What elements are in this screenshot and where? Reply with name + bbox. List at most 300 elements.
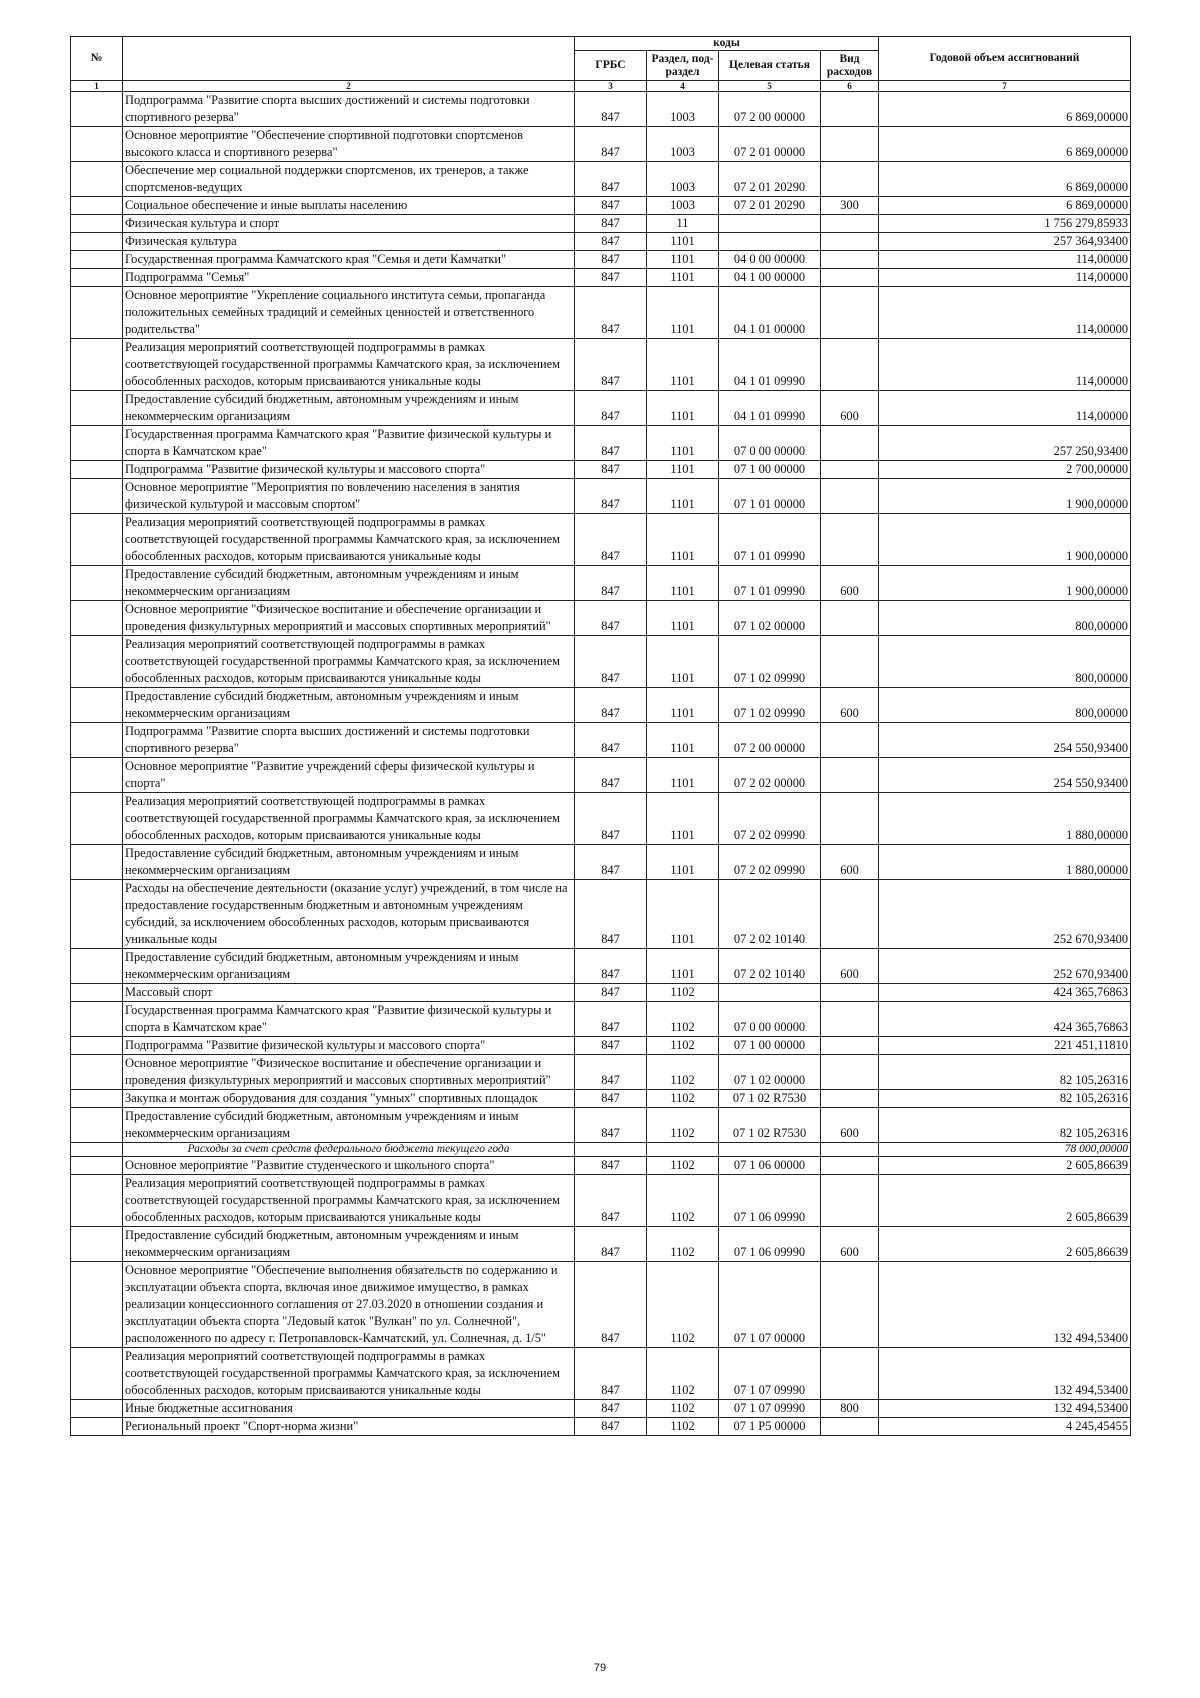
row-kind-cell (821, 162, 879, 197)
row-number-cell (71, 339, 123, 391)
row-grbs-cell: 847 (575, 162, 647, 197)
row-grbs-cell: 847 (575, 949, 647, 984)
row-amount-cell: 1 900,00000 (879, 479, 1131, 514)
row-number-cell (71, 880, 123, 949)
row-kind-cell (821, 1143, 879, 1157)
row-number-cell (71, 233, 123, 251)
row-kind-cell: 600 (821, 845, 879, 880)
row-amount-cell: 424 365,76863 (879, 1002, 1131, 1037)
table-row (71, 197, 1131, 215)
row-number-cell (71, 1143, 123, 1157)
row-section-cell: 11 (647, 215, 719, 233)
row-name-cell: Основное мероприятие "Развитие студенческого и школьного спорта" (123, 1157, 575, 1175)
table-row (71, 1108, 1131, 1143)
table-row (71, 636, 1131, 688)
row-grbs-cell: 847 (575, 1400, 647, 1418)
row-kind-cell (821, 251, 879, 269)
row-amount-cell: 82 105,26316 (879, 1090, 1131, 1108)
row-grbs-cell: 847 (575, 1418, 647, 1436)
row-section-cell: 1102 (647, 1348, 719, 1400)
row-amount-cell: 254 550,93400 (879, 758, 1131, 793)
row-target-cell (719, 215, 821, 233)
row-amount-cell: 424 365,76863 (879, 984, 1131, 1002)
header-number: № (71, 37, 123, 81)
row-grbs-cell: 847 (575, 845, 647, 880)
row-name-cell: Реализация мероприятий соответствующей подпрограммы в рамках соответствующей государственной программы Камчатского края, за исключением обособленных расходов, которым присваиваются уникальные коды (123, 1175, 575, 1227)
row-kind-cell (821, 880, 879, 949)
row-section-cell: 1003 (647, 92, 719, 127)
row-number-cell (71, 514, 123, 566)
row-target-cell: 04 1 00 00000 (719, 269, 821, 287)
row-grbs-cell: 847 (575, 793, 647, 845)
row-name-cell: Реализация мероприятий соответствующей подпрограммы в рамках соответствующей государственной программы Камчатского края, за исключением обособленных расходов, которым присваиваются уникальные коды (123, 1348, 575, 1400)
row-name-cell: Государственная программа Камчатского края "Развитие физической культуры и спорта в Камчатском крае" (123, 426, 575, 461)
row-name-cell: Основное мероприятие "Укрепление социального института семьи, пропаганда положительных семейных традиций и семейных ценностей и ответственного родительства" (123, 287, 575, 339)
row-kind-cell (821, 127, 879, 162)
row-kind-cell (821, 269, 879, 287)
row-section-cell: 1102 (647, 1002, 719, 1037)
table-row (71, 479, 1131, 514)
row-kind-cell: 800 (821, 1400, 879, 1418)
row-section-cell: 1102 (647, 984, 719, 1002)
row-name-cell: Основное мероприятие "Физическое воспитание и обеспечение организации и проведения физкультурных мероприятий и массовых спортивных мероприятий" (123, 1055, 575, 1090)
row-number-cell (71, 391, 123, 426)
row-section-cell: 1101 (647, 845, 719, 880)
table-row (71, 426, 1131, 461)
table-row (71, 1090, 1131, 1108)
row-name-cell: Предоставление субсидий бюджетным, автономным учреждениям и иным некоммерческим организациям (123, 391, 575, 426)
row-section-cell: 1102 (647, 1055, 719, 1090)
row-section-cell: 1101 (647, 479, 719, 514)
row-kind-cell (821, 636, 879, 688)
row-kind-cell: 600 (821, 688, 879, 723)
row-target-cell: 07 1 07 09990 (719, 1348, 821, 1400)
row-section-cell: 1102 (647, 1090, 719, 1108)
row-target-cell: 07 2 02 10140 (719, 949, 821, 984)
row-amount-cell: 132 494,53400 (879, 1262, 1131, 1348)
row-amount-cell: 257 364,93400 (879, 233, 1131, 251)
row-amount-cell: 114,00000 (879, 269, 1131, 287)
row-amount-cell: 82 105,26316 (879, 1055, 1131, 1090)
row-number-cell (71, 269, 123, 287)
row-name-cell: Расходы за счет средств федерального бюджета текущего года (123, 1143, 575, 1157)
row-amount-cell: 114,00000 (879, 339, 1131, 391)
row-section-cell: 1003 (647, 127, 719, 162)
row-target-cell: 04 0 00 00000 (719, 251, 821, 269)
row-number-cell (71, 1348, 123, 1400)
row-target-cell: 07 1 P5 00000 (719, 1418, 821, 1436)
header-index-6: 6 (821, 81, 879, 92)
header-kind: Вид расходов (821, 51, 879, 81)
row-number-cell (71, 723, 123, 758)
row-number-cell (71, 251, 123, 269)
row-grbs-cell: 847 (575, 1090, 647, 1108)
table-row (71, 127, 1131, 162)
row-number-cell (71, 162, 123, 197)
row-number-cell (71, 793, 123, 845)
header-grbs: ГРБС (575, 51, 647, 81)
table-row (71, 1175, 1131, 1227)
header-section: Раздел, под-раздел (647, 51, 719, 81)
row-number-cell (71, 688, 123, 723)
row-grbs-cell: 847 (575, 287, 647, 339)
row-name-cell: Основное мероприятие "Обеспечение спортивной подготовки спортсменов высокого класса и спортивного резерва" (123, 127, 575, 162)
row-section-cell: 1003 (647, 197, 719, 215)
row-number-cell (71, 1400, 123, 1418)
header-index-3: 3 (575, 81, 647, 92)
row-target-cell: 07 2 00 00000 (719, 723, 821, 758)
row-target-cell: 07 1 00 00000 (719, 1037, 821, 1055)
row-name-cell: Физическая культура и спорт (123, 215, 575, 233)
row-number-cell (71, 287, 123, 339)
row-name-cell: Основное мероприятие "Развитие учреждений сферы физической культуры и спорта" (123, 758, 575, 793)
row-kind-cell (821, 1055, 879, 1090)
row-target-cell: 04 1 01 09990 (719, 391, 821, 426)
row-grbs-cell: 847 (575, 1348, 647, 1400)
row-number-cell (71, 1108, 123, 1143)
row-section-cell (647, 1143, 719, 1157)
row-name-cell: Подпрограмма "Развитие физической культуры и массового спорта" (123, 1037, 575, 1055)
header-index-5: 5 (719, 81, 821, 92)
row-grbs-cell: 847 (575, 1157, 647, 1175)
row-name-cell: Физическая культура (123, 233, 575, 251)
row-target-cell: 07 2 01 00000 (719, 127, 821, 162)
row-name-cell: Предоставление субсидий бюджетным, автономным учреждениям и иным некоммерческим организациям (123, 949, 575, 984)
row-kind-cell: 600 (821, 949, 879, 984)
table-row (71, 1055, 1131, 1090)
row-grbs-cell: 847 (575, 197, 647, 215)
row-section-cell: 1101 (647, 269, 719, 287)
row-number-cell (71, 758, 123, 793)
row-grbs-cell (575, 1143, 647, 1157)
row-grbs-cell: 847 (575, 880, 647, 949)
row-number-cell (71, 566, 123, 601)
row-kind-cell: 600 (821, 391, 879, 426)
row-name-cell: Региональный проект "Спорт-норма жизни" (123, 1418, 575, 1436)
table-row (71, 233, 1131, 251)
row-target-cell: 07 1 02 09990 (719, 688, 821, 723)
row-kind-cell (821, 793, 879, 845)
row-amount-cell: 252 670,93400 (879, 880, 1131, 949)
row-target-cell: 07 0 00 00000 (719, 1002, 821, 1037)
page-number: 79 (593, 1662, 607, 1674)
table-row (71, 1418, 1131, 1436)
row-section-cell: 1102 (647, 1400, 719, 1418)
row-section-cell: 1101 (647, 688, 719, 723)
row-amount-cell: 800,00000 (879, 688, 1131, 723)
row-section-cell: 1003 (647, 162, 719, 197)
row-kind-cell (821, 723, 879, 758)
row-kind-cell: 600 (821, 566, 879, 601)
row-amount-cell: 1 880,00000 (879, 793, 1131, 845)
row-number-cell (71, 127, 123, 162)
row-amount-cell: 2 605,86639 (879, 1227, 1131, 1262)
row-target-cell: 07 1 06 09990 (719, 1227, 821, 1262)
row-grbs-cell: 847 (575, 758, 647, 793)
row-amount-cell: 1 756 279,85933 (879, 215, 1131, 233)
row-amount-cell: 257 250,93400 (879, 426, 1131, 461)
table-row (71, 514, 1131, 566)
row-name-cell: Расходы на обеспечение деятельности (оказание услуг) учреждений, в том числе на предоставление государственным бюджетным и автономным учреждениям субсидий, за исключением обособленных расходов, которым присваиваются уникальные коды (123, 880, 575, 949)
table-row (71, 1227, 1131, 1262)
row-target-cell: 07 0 00 00000 (719, 426, 821, 461)
row-target-cell: 07 2 02 10140 (719, 880, 821, 949)
table-row (71, 793, 1131, 845)
row-target-cell (719, 233, 821, 251)
row-amount-cell: 2 605,86639 (879, 1157, 1131, 1175)
row-target-cell: 07 1 02 09990 (719, 636, 821, 688)
row-kind-cell (821, 287, 879, 339)
row-kind-cell: 600 (821, 1227, 879, 1262)
row-number-cell (71, 92, 123, 127)
row-amount-cell: 800,00000 (879, 601, 1131, 636)
header-codes: коды (575, 37, 879, 51)
row-section-cell: 1101 (647, 514, 719, 566)
table-row (71, 601, 1131, 636)
row-amount-cell: 132 494,53400 (879, 1400, 1131, 1418)
row-section-cell: 1101 (647, 287, 719, 339)
table-row (71, 949, 1131, 984)
table-row (71, 1157, 1131, 1175)
row-number-cell (71, 1418, 123, 1436)
row-name-cell: Массовый спорт (123, 984, 575, 1002)
table-row (71, 1262, 1131, 1348)
row-number-cell (71, 1002, 123, 1037)
row-target-cell: 04 1 01 09990 (719, 339, 821, 391)
table-row (71, 566, 1131, 601)
table-row (71, 723, 1131, 758)
table-row (71, 1348, 1131, 1400)
row-grbs-cell: 847 (575, 566, 647, 601)
row-section-cell: 1101 (647, 880, 719, 949)
header-index-1: 1 (71, 81, 123, 92)
table-row (71, 287, 1131, 339)
row-grbs-cell: 847 (575, 1262, 647, 1348)
row-name-cell: Предоставление субсидий бюджетным, автономным учреждениям и иным некоммерческим организациям (123, 688, 575, 723)
row-number-cell (71, 1227, 123, 1262)
row-section-cell: 1101 (647, 251, 719, 269)
table-row (71, 269, 1131, 287)
row-name-cell: Обеспечение мер социальной поддержки спортсменов, их тренеров, а также спортсменов-ведущих (123, 162, 575, 197)
row-name-cell: Предоставление субсидий бюджетным, автономным учреждениям и иным некоммерческим организациям (123, 566, 575, 601)
table-body (71, 92, 1131, 1436)
row-section-cell: 1101 (647, 339, 719, 391)
header-amount: Годовой объем ассигнований (879, 37, 1131, 81)
table-row (71, 162, 1131, 197)
row-kind-cell (821, 461, 879, 479)
row-section-cell: 1102 (647, 1037, 719, 1055)
row-grbs-cell: 847 (575, 1108, 647, 1143)
row-section-cell: 1101 (647, 949, 719, 984)
row-kind-cell (821, 215, 879, 233)
row-kind-cell (821, 1037, 879, 1055)
row-name-cell: Основное мероприятие "Физическое воспитание и обеспечение организации и проведения физкультурных мероприятий и массовых спортивных мероприятий" (123, 601, 575, 636)
row-amount-cell: 1 900,00000 (879, 566, 1131, 601)
row-number-cell (71, 1157, 123, 1175)
row-target-cell: 07 2 02 09990 (719, 845, 821, 880)
row-kind-cell (821, 479, 879, 514)
row-amount-cell: 6 869,00000 (879, 127, 1131, 162)
row-name-cell: Закупка и монтаж оборудования для создания "умных" спортивных площадок (123, 1090, 575, 1108)
row-amount-cell: 2 700,00000 (879, 461, 1131, 479)
row-number-cell (71, 215, 123, 233)
row-section-cell: 1101 (647, 426, 719, 461)
row-grbs-cell: 847 (575, 251, 647, 269)
row-section-cell: 1101 (647, 723, 719, 758)
row-number-cell (71, 1262, 123, 1348)
row-amount-cell: 4 245,45455 (879, 1418, 1131, 1436)
row-target-cell: 07 2 02 09990 (719, 793, 821, 845)
row-kind-cell (821, 601, 879, 636)
budget-table (70, 36, 1131, 1436)
row-grbs-cell: 847 (575, 233, 647, 251)
row-kind-cell (821, 984, 879, 1002)
row-grbs-cell: 847 (575, 1002, 647, 1037)
row-kind-cell: 600 (821, 1108, 879, 1143)
row-kind-cell (821, 1348, 879, 1400)
row-grbs-cell: 847 (575, 461, 647, 479)
row-amount-cell: 1 900,00000 (879, 514, 1131, 566)
row-kind-cell (821, 1262, 879, 1348)
row-grbs-cell: 847 (575, 127, 647, 162)
row-number-cell (71, 1037, 123, 1055)
row-name-cell: Государственная программа Камчатского края "Семья и дети Камчатки" (123, 251, 575, 269)
table-row (71, 758, 1131, 793)
row-target-cell: 04 1 01 00000 (719, 287, 821, 339)
row-section-cell: 1102 (647, 1227, 719, 1262)
table-row (71, 984, 1131, 1002)
row-name-cell: Реализация мероприятий соответствующей подпрограммы в рамках соответствующей государственной программы Камчатского края, за исключением обособленных расходов, которым присваиваются уникальные коды (123, 793, 575, 845)
row-number-cell (71, 479, 123, 514)
row-name-cell: Предоставление субсидий бюджетным, автономным учреждениям и иным некоммерческим организациям (123, 1108, 575, 1143)
row-grbs-cell: 847 (575, 723, 647, 758)
row-amount-cell: 252 670,93400 (879, 949, 1131, 984)
row-number-cell (71, 197, 123, 215)
row-kind-cell (821, 339, 879, 391)
row-section-cell: 1102 (647, 1418, 719, 1436)
row-number-cell (71, 461, 123, 479)
row-grbs-cell: 847 (575, 426, 647, 461)
table-row (71, 688, 1131, 723)
table-row (71, 391, 1131, 426)
row-grbs-cell: 847 (575, 601, 647, 636)
row-target-cell: 07 1 06 00000 (719, 1157, 821, 1175)
row-section-cell: 1102 (647, 1262, 719, 1348)
row-amount-cell: 2 605,86639 (879, 1175, 1131, 1227)
row-amount-cell: 78 000,00000 (879, 1143, 1131, 1157)
row-section-cell: 1101 (647, 461, 719, 479)
row-grbs-cell: 847 (575, 688, 647, 723)
row-name-cell: Предоставление субсидий бюджетным, автономным учреждениям и иным некоммерческим организациям (123, 1227, 575, 1262)
row-number-cell (71, 1175, 123, 1227)
row-amount-cell: 221 451,11810 (879, 1037, 1131, 1055)
row-section-cell: 1102 (647, 1108, 719, 1143)
row-target-cell: 07 1 01 00000 (719, 479, 821, 514)
row-name-cell: Реализация мероприятий соответствующей подпрограммы в рамках соответствующей государственной программы Камчатского края, за исключением обособленных расходов, которым присваиваются уникальные коды (123, 514, 575, 566)
row-name-cell: Основное мероприятие "Мероприятия по вовлечению населения в занятия физической культурой и массовым спортом" (123, 479, 575, 514)
header-index-7: 7 (879, 81, 1131, 92)
row-name-cell: Подпрограмма "Развитие спорта высших достижений и системы подготовки спортивного резерва" (123, 92, 575, 127)
row-name-cell: Предоставление субсидий бюджетным, автономным учреждениям и иным некоммерческим организациям (123, 845, 575, 880)
row-grbs-cell: 847 (575, 269, 647, 287)
row-target-cell (719, 1143, 821, 1157)
row-name-cell: Социальное обеспечение и иные выплаты населению (123, 197, 575, 215)
row-kind-cell (821, 514, 879, 566)
row-target-cell: 07 1 06 09990 (719, 1175, 821, 1227)
row-amount-cell: 6 869,00000 (879, 197, 1131, 215)
row-kind-cell (821, 758, 879, 793)
row-name-cell: Государственная программа Камчатского края "Развитие физической культуры и спорта в Камчатском крае" (123, 1002, 575, 1037)
row-target-cell: 07 1 01 09990 (719, 566, 821, 601)
row-section-cell: 1102 (647, 1175, 719, 1227)
table-row (71, 845, 1131, 880)
row-amount-cell: 114,00000 (879, 391, 1131, 426)
row-grbs-cell: 847 (575, 479, 647, 514)
row-amount-cell: 82 105,26316 (879, 1108, 1131, 1143)
row-target-cell: 07 1 07 09990 (719, 1400, 821, 1418)
row-target-cell: 07 1 07 00000 (719, 1262, 821, 1348)
row-grbs-cell: 847 (575, 1037, 647, 1055)
row-section-cell: 1101 (647, 233, 719, 251)
row-amount-cell: 1 880,00000 (879, 845, 1131, 880)
row-number-cell (71, 636, 123, 688)
header-target: Целевая статья (719, 51, 821, 81)
row-name-cell: Подпрограмма "Развитие физической культуры и массового спорта" (123, 461, 575, 479)
row-number-cell (71, 1055, 123, 1090)
row-section-cell: 1101 (647, 601, 719, 636)
row-kind-cell (821, 1090, 879, 1108)
table-row (71, 880, 1131, 949)
row-name-cell: Иные бюджетные ассигнования (123, 1400, 575, 1418)
row-kind-cell (821, 92, 879, 127)
row-amount-cell: 114,00000 (879, 287, 1131, 339)
row-number-cell (71, 426, 123, 461)
header-index-4: 4 (647, 81, 719, 92)
row-number-cell (71, 1090, 123, 1108)
row-number-cell (71, 984, 123, 1002)
row-target-cell: 07 1 02 00000 (719, 601, 821, 636)
row-name-cell: Основное мероприятие "Обеспечение выполнения обязательств по содержанию и эксплуатации объекта спорта, включая иное движимое имущество, в рамках реализации концессионного соглашения от 27.03.2020 в отношении создания и эксплуатации объекта спорта "Ледовый каток "Вулкан" по ул. Солнечной", расположенного по адресу г. Петропавловск-Камчатский, ул. Солнечная, д. 1/5" (123, 1262, 575, 1348)
row-kind-cell (821, 426, 879, 461)
table-row (71, 339, 1131, 391)
row-kind-cell (821, 1418, 879, 1436)
row-target-cell: 07 1 00 00000 (719, 461, 821, 479)
row-amount-cell: 132 494,53400 (879, 1348, 1131, 1400)
row-target-cell: 07 1 02 00000 (719, 1055, 821, 1090)
row-grbs-cell: 847 (575, 1175, 647, 1227)
row-number-cell (71, 601, 123, 636)
row-target-cell: 07 2 00 00000 (719, 92, 821, 127)
row-kind-cell (821, 1175, 879, 1227)
row-target-cell: 07 1 01 09990 (719, 514, 821, 566)
header-name (123, 37, 575, 81)
row-target-cell: 07 1 02 R7530 (719, 1090, 821, 1108)
row-target-cell (719, 984, 821, 1002)
row-grbs-cell: 847 (575, 1055, 647, 1090)
row-section-cell: 1101 (647, 391, 719, 426)
row-name-cell: Реализация мероприятий соответствующей подпрограммы в рамках соответствующей государственной программы Камчатского края, за исключением обособленных расходов, которым присваиваются уникальные коды (123, 636, 575, 688)
row-grbs-cell: 847 (575, 984, 647, 1002)
table-row (71, 92, 1131, 127)
row-amount-cell: 6 869,00000 (879, 162, 1131, 197)
row-kind-cell (821, 1002, 879, 1037)
table-row (71, 215, 1131, 233)
header-index-2: 2 (123, 81, 575, 92)
row-name-cell: Подпрограмма "Семья" (123, 269, 575, 287)
row-name-cell: Подпрограмма "Развитие спорта высших достижений и системы подготовки спортивного резерва" (123, 723, 575, 758)
row-target-cell: 07 2 01 20290 (719, 197, 821, 215)
row-amount-cell: 800,00000 (879, 636, 1131, 688)
